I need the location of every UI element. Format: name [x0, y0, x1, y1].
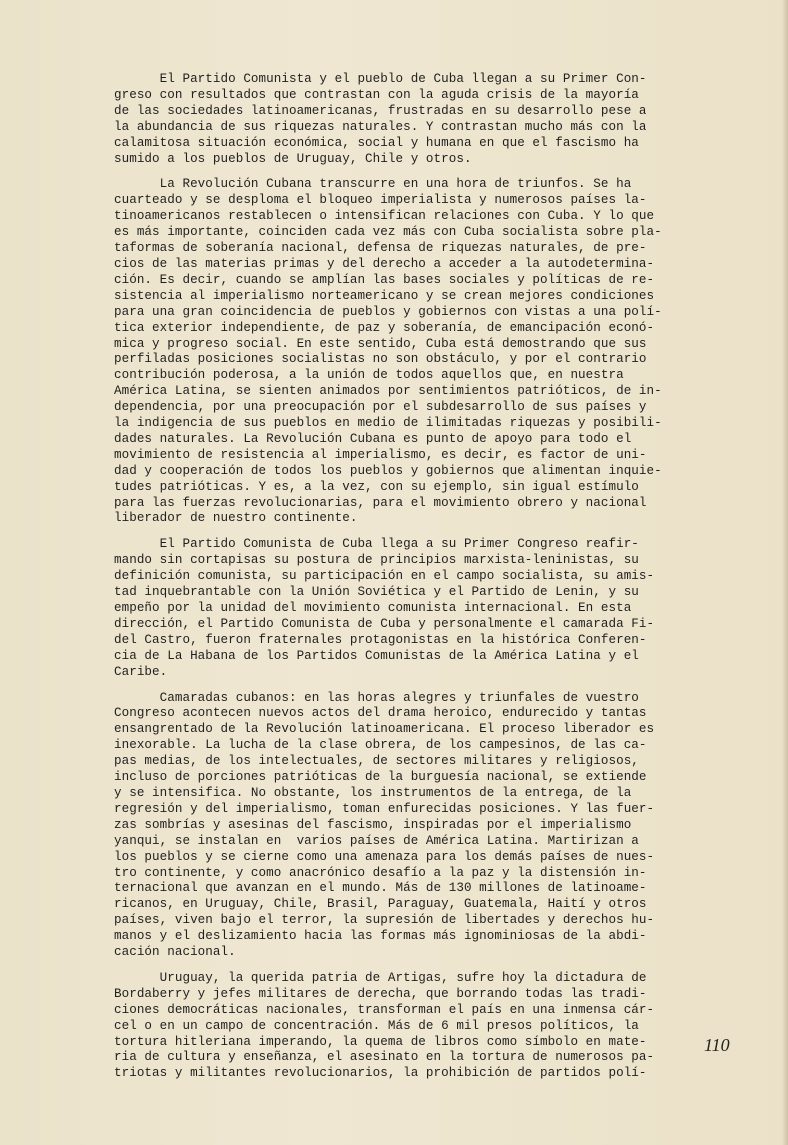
text-line: cel o en un campo de concentración. Más de 6 mil presos políticos, la [114, 1018, 639, 1033]
text-line: dirección, el Partido Comunista de Cuba y personalmente el camarada Fi- [114, 616, 655, 631]
text-line: los pueblos y se cierne como una amenaza para los demás países de nues- [114, 849, 655, 864]
text-line: definición comunista, su participación en el campo socialista, su amis- [114, 569, 655, 584]
paragraph-1 [114, 72, 754, 167]
text-line: América Latina, se sienten animados por sentimientos patrióticos, de in- [114, 384, 662, 399]
text-line: dades naturales. La Revolución Cubana es punto de apoyo para todo el [114, 431, 632, 446]
text-line: tro continente, y como anacrónico desafío a la paz y la distensión in- [114, 865, 647, 880]
text-line: triotas y militantes revolucionarios, la prohibición de partidos polí- [114, 1066, 647, 1081]
text-line: es más importante, coinciden cada vez más con Cuba socialista sobre pla- [114, 225, 662, 240]
text-line: cios de las materias primas y del derecho a acceder a la autodetermina- [114, 256, 655, 271]
text-line: cación nacional. [114, 945, 236, 960]
text-line: pas medias, de los intelectuales, de sectores militares y religiosos, [114, 754, 639, 769]
text-line: Bordaberry y jefes militares de derecha, que borrando todas las tradi- [114, 986, 647, 1001]
text-line: y se intensifica. No obstante, los instrumentos de la entrega, de la [114, 785, 632, 800]
text-line: ensangrentado de la Revolución latinoamericana. El proceso liberador es [114, 722, 655, 737]
text-line: ción. Es decir, cuando se amplían las bases sociales y políticas de re- [114, 272, 655, 287]
text-line: tortura hitleriana imperando, la quema de libros como símbolo en mate- [114, 1034, 647, 1049]
text-line: para una gran coincidencia de pueblos y gobiernos con vistas a una polí- [114, 304, 662, 319]
text-line: Camaradas cubanos: en las horas alegres y triunfales de vuestro [114, 690, 639, 705]
text-line: del Castro, fueron fraternales protagonistas en la histórica Conferen- [114, 632, 647, 647]
text-line: mica y progreso social. En este sentido, Cuba está demostrando que sus [114, 336, 647, 351]
text-line: Caribe. [114, 664, 168, 679]
text-line: empeño por la unidad del movimiento comunista internacional. En esta [114, 601, 632, 615]
text-line: ricanos, en Uruguay, Chile, Brasil, Paraguay, Guatemala, Haití y otros [114, 897, 647, 912]
text-line: Uruguay, la querida patria de Artigas, sufre hoy la dictadura de [114, 970, 647, 985]
text-line: cuarteado y se desploma el bloqueo imperialista y numerosos países la- [114, 193, 647, 208]
text-line: dad y cooperación de todos los pueblos y gobiernos que alimentan inquie- [114, 463, 662, 478]
text-line: yanqui, se instalan en varios países de América Latina. Martirizan a [114, 833, 639, 848]
text-line: liberador de nuestro continente. [114, 511, 358, 526]
text-line: contribución poderosa, a la unión de todos aquellos que, en nuestra [114, 368, 624, 383]
text-line: greso con resultados que contrastan con la aguda crisis de la mayoría [114, 87, 639, 102]
text-line: mando sin cortapisas su postura de principios marxista-leninistas, su [114, 553, 639, 568]
text-line: El Partido Comunista de Cuba llega a su Primer Congreso reafir- [114, 537, 639, 552]
text-line: El Partido Comunista y el pueblo de Cuba llegan a su Primer Con- [114, 72, 647, 86]
page-edge-shadow [782, 0, 788, 1145]
text-line: zas sombrías y asesinas del fascismo, inspiradas por el imperialismo [114, 817, 632, 832]
text-line: tudes patrióticas. Y es, a la vez, con su ejemplo, sin igual estímulo [114, 479, 639, 494]
paragraph-3 [114, 537, 754, 680]
text-line: la abundancia de sus riquezas naturales. Y contrastan mucho más con la [114, 119, 647, 134]
text-line: sistencia al imperialismo norteamericano y se crean mejores condiciones [114, 288, 655, 303]
text-line: para las fuerzas revolucionarias, para el movimiento obrero y nacional [114, 495, 647, 510]
text-line: ria de cultura y enseñanza, el asesinato en la tortura de numerosos pa- [114, 1050, 655, 1065]
text-line: calamitosa situación económica, social y humana en que el fascismo ha [114, 135, 639, 150]
text-line: incluso de porciones patrióticas de la burguesía nacional, se extiende [114, 770, 647, 785]
text-line: movimiento de resistencia al imperialismo, es decir, es factor de uni- [114, 447, 647, 462]
paragraph-5 [114, 971, 754, 1082]
text-line: taformas de soberanía nacional, defensa de riquezas naturales, de pre- [114, 241, 647, 256]
text-line: regresión y del imperialismo, toman enfurecidas posiciones. Y las fuer- [114, 801, 655, 816]
text-line: cia de La Habana de los Partidos Comunistas de la América Latina y el [114, 648, 639, 663]
paragraph-4 [114, 691, 754, 961]
text-line: ciones democráticas nacionales, transforman el país en una inmensa cár- [114, 1002, 655, 1017]
text-line: ternacional que avanzan en el mundo. Más de 130 millones de latinoame- [114, 881, 647, 896]
text-line: la indigencia de sus pueblos en medio de ilimitadas riquezas y posibili- [114, 416, 662, 431]
text-line: países, viven bajo el terror, la supresión de libertades y derechos hu- [114, 913, 655, 928]
text-line: dependencia, por una preocupación por el subdesarrollo de sus países y [114, 400, 647, 415]
text-line: tad inquebrantable con la Unión Soviética y el Partido de Lenin, y su [114, 585, 639, 600]
text-line: La Revolución Cubana transcurre en una hora de triunfos. Se ha [114, 177, 632, 192]
text-line: de las sociedades latinoamericanas, frustradas en su desarrollo pese a [114, 103, 647, 118]
text-line: perfiladas posiciones socialistas no son obstáculo, y por el contrario [114, 352, 647, 367]
text-line: inexorable. La lucha de la clase obrera, de los campesinos, de las ca- [114, 738, 647, 753]
page-number: 110 [704, 1035, 730, 1055]
body-text [114, 72, 754, 1092]
paragraph-2 [114, 177, 754, 527]
text-line: Congreso acontecen nuevos actos del drama heroico, endurecido y tantas [114, 706, 647, 721]
text-line: tinoamericanos restablecen o intensifican relaciones con Cuba. Y lo que [114, 209, 655, 224]
text-line: manos y el deslizamiento hacia las formas más ignominiosas de la abdi- [114, 929, 647, 944]
text-line: tica exterior independiente, de paz y soberanía, de emancipación econó- [114, 320, 655, 335]
text-line: sumido a los pueblos de Uruguay, Chile y otros. [114, 151, 472, 166]
